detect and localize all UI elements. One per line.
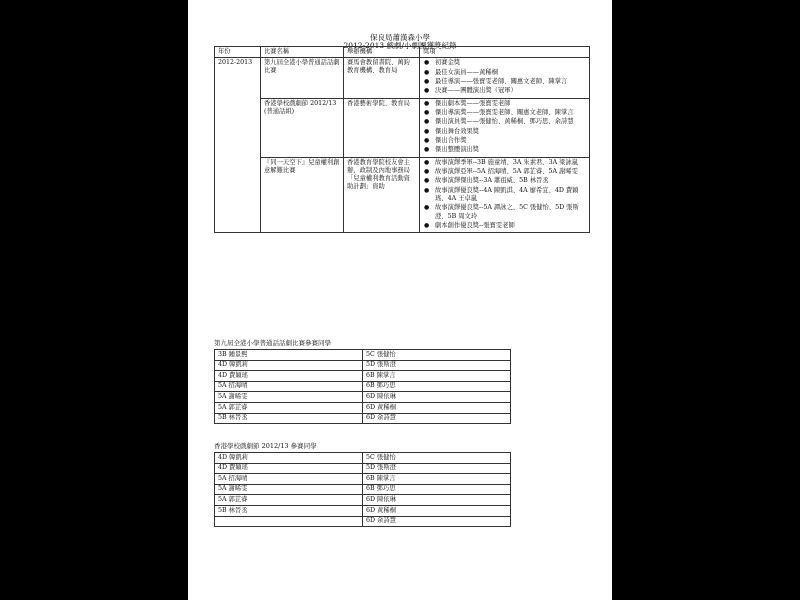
organizer-cell: 香港教育學院校友會主辦，政制及內地事務局「兒童權利教育活動資助計劃」資助 xyxy=(344,157,420,233)
student-cell: 6B 鄧巧思 xyxy=(363,381,511,392)
bullet-icon: ● xyxy=(424,99,430,107)
award-text: 最佳女演員——黃稀桐 xyxy=(435,68,498,76)
award-text: 故事演繹優良獎--5A 譚詠之、5C 張健怡、5D 張斯澄、5B 周文玲 xyxy=(435,204,579,220)
student-cell: 6D 陳依琳 xyxy=(363,392,511,403)
organizer-cell: 賽馬會教留書院、萬鈞教育機構、教育局 xyxy=(344,58,420,98)
student-row xyxy=(215,495,511,506)
list1-title: 第九屆全港小學普通話話劇比賽參賽同學 xyxy=(214,339,331,347)
header-awards: 獎項 xyxy=(420,47,590,58)
student-row xyxy=(215,402,511,413)
bullet-icon: ● xyxy=(424,221,430,229)
student-cell: 5A 謝晞雯 xyxy=(215,392,363,403)
award-item xyxy=(423,137,586,145)
award-row xyxy=(215,98,590,157)
student-cell: 5B 林晉丞 xyxy=(215,505,363,516)
bullet-icon: ● xyxy=(424,168,430,176)
bullet-icon: ● xyxy=(424,186,430,194)
student-cell: 4D 費穎瑤 xyxy=(215,463,363,474)
student-row xyxy=(215,516,511,527)
award-item xyxy=(423,78,586,86)
bullet-icon: ● xyxy=(424,87,430,95)
student-row xyxy=(215,505,511,516)
award-text: 故事演繹傑出獎--3A 蕭祖威、5B 林晉丞 xyxy=(435,177,549,185)
student-cell: 6D 黃稀桐 xyxy=(363,505,511,516)
award-text: 故事演繹優良獎--4A 陳凱淇、4A 廖希宜、4D 費穎瑤、4A 王卓嵐 xyxy=(435,186,579,203)
list1-table xyxy=(214,349,511,424)
award-item xyxy=(423,118,586,126)
bullet-icon: ● xyxy=(424,146,430,154)
student-cell xyxy=(215,516,363,527)
bullet-icon: ● xyxy=(424,118,430,126)
header-organizer: 舉辦機構 xyxy=(344,47,420,58)
awards-cell xyxy=(420,98,590,157)
award-item xyxy=(423,128,586,136)
student-cell: 5A 郭芷睿 xyxy=(215,402,363,413)
document-page xyxy=(188,0,612,600)
student-cell: 3B 鍾景熙 xyxy=(215,350,363,361)
student-cell: 5C 張健怡 xyxy=(363,453,511,464)
award-text: 傑出劇本獎——張寶雯老師 xyxy=(435,99,511,107)
bullet-icon: ● xyxy=(424,77,430,85)
award-item xyxy=(423,109,586,117)
student-row xyxy=(215,413,511,424)
student-cell: 6D 黃稀桐 xyxy=(363,402,511,413)
award-item xyxy=(423,177,586,185)
doc-title: 保良局蕭漢森小學 xyxy=(370,33,430,42)
award-text: 劇本創作優良獎--張寶雯老師 xyxy=(435,221,515,229)
student-cell: 6D 陳依琳 xyxy=(363,495,511,506)
doc-subtitle: 2012-2013 戲劇/小劇團獲獎紀錄 xyxy=(343,41,457,50)
bullet-icon: ● xyxy=(424,127,430,135)
student-cell: 5D 張斯澄 xyxy=(363,360,511,371)
student-cell: 5B 林晉丞 xyxy=(215,413,363,424)
student-cell: 5A 郭芷睿 xyxy=(215,495,363,506)
award-text: 決賽——團體演出獎（冠軍） xyxy=(435,87,517,95)
header-year: 年份 xyxy=(215,47,261,58)
bullet-icon: ● xyxy=(424,68,430,76)
award-item xyxy=(423,168,586,176)
student-row xyxy=(215,484,511,495)
award-text: 傑出導演獎——張寶雯老師、關惠文老師、陳掌言 xyxy=(435,108,574,116)
list2-table xyxy=(214,452,511,527)
bullet-icon: ● xyxy=(424,177,430,185)
bullet-icon: ● xyxy=(424,108,430,116)
awards-cell xyxy=(420,58,590,98)
awards-cell xyxy=(420,157,590,233)
student-cell: 6D 余詩慧 xyxy=(363,516,511,527)
student-row xyxy=(215,360,511,371)
year-cell: 2012-2013 xyxy=(215,58,261,233)
student-cell: 5D 張斯澄 xyxy=(363,463,511,474)
award-text: 傑出舞台效果獎 xyxy=(435,127,480,135)
student-cell: 4D 韓凱莉 xyxy=(215,360,363,371)
bullet-icon: ● xyxy=(424,158,430,166)
header-competition: 比賽名稱 xyxy=(261,47,344,58)
awards-header-row xyxy=(215,47,590,58)
award-text: 傑出整體演出獎 xyxy=(435,146,480,154)
award-text: 傑出演員獎——張健怡、黃稀桐、鄧巧思、余詩慧 xyxy=(435,118,574,126)
student-cell: 5A 招海晴 xyxy=(215,474,363,485)
award-item xyxy=(423,59,586,67)
student-cell: 6B 陳掌言 xyxy=(363,474,511,485)
award-row xyxy=(215,58,590,98)
bullet-icon: ● xyxy=(424,59,430,67)
student-cell: 6D 余詩慧 xyxy=(363,413,511,424)
competition-cell: 『同一天空下』兒童權利創意解難比賽 xyxy=(261,157,344,233)
organizer-cell: 香港藝術學院、教育局 xyxy=(344,98,420,157)
student-row xyxy=(215,392,511,403)
award-item xyxy=(423,159,586,167)
student-row xyxy=(215,474,511,485)
student-row xyxy=(215,463,511,474)
award-text: 故事演繹亞軍--5A 招海晴、5A 郭芷睿、5A 謝晞雯 xyxy=(435,168,578,176)
student-cell: 5A 謝晞雯 xyxy=(215,484,363,495)
competition-cell: 第九屆全港小學普通話話劇比賽 xyxy=(261,58,344,98)
award-text: 初賽金獎 xyxy=(435,59,461,67)
student-row xyxy=(215,453,511,464)
student-cell: 5C 張健怡 xyxy=(363,350,511,361)
award-item xyxy=(423,222,586,230)
awards-table xyxy=(214,46,590,233)
award-item xyxy=(423,187,586,203)
student-cell: 4D 韓凱莉 xyxy=(215,453,363,464)
student-cell: 6B 陳掌言 xyxy=(363,371,511,382)
competition-cell: 香港學校戲劇節 2012/13 (普通話組) xyxy=(261,98,344,157)
award-item xyxy=(423,69,586,77)
student-row xyxy=(215,350,511,361)
bullet-icon: ● xyxy=(424,137,430,145)
award-text: 傑出合作獎 xyxy=(435,137,467,145)
student-cell: 5A 招海晴 xyxy=(215,381,363,392)
award-item xyxy=(423,87,586,95)
award-row xyxy=(215,157,590,233)
student-cell: 6B 鄧巧思 xyxy=(363,484,511,495)
award-text: 故事演繹季軍--3B 施童靖、3A 朱素君、3A 梁詠嵐 xyxy=(435,158,579,166)
student-row xyxy=(215,371,511,382)
award-item xyxy=(423,204,586,220)
award-text: 最佳導演——張寶雯老師、關惠文老師、陳掌言 xyxy=(435,77,568,85)
student-row xyxy=(215,381,511,392)
award-item xyxy=(423,146,586,154)
bullet-icon: ● xyxy=(424,204,430,212)
list2-title: 香港學校戲劇節 2012/13 參賽同學 xyxy=(214,442,317,450)
student-cell: 4D 費穎瑤 xyxy=(215,371,363,382)
award-item xyxy=(423,100,586,108)
